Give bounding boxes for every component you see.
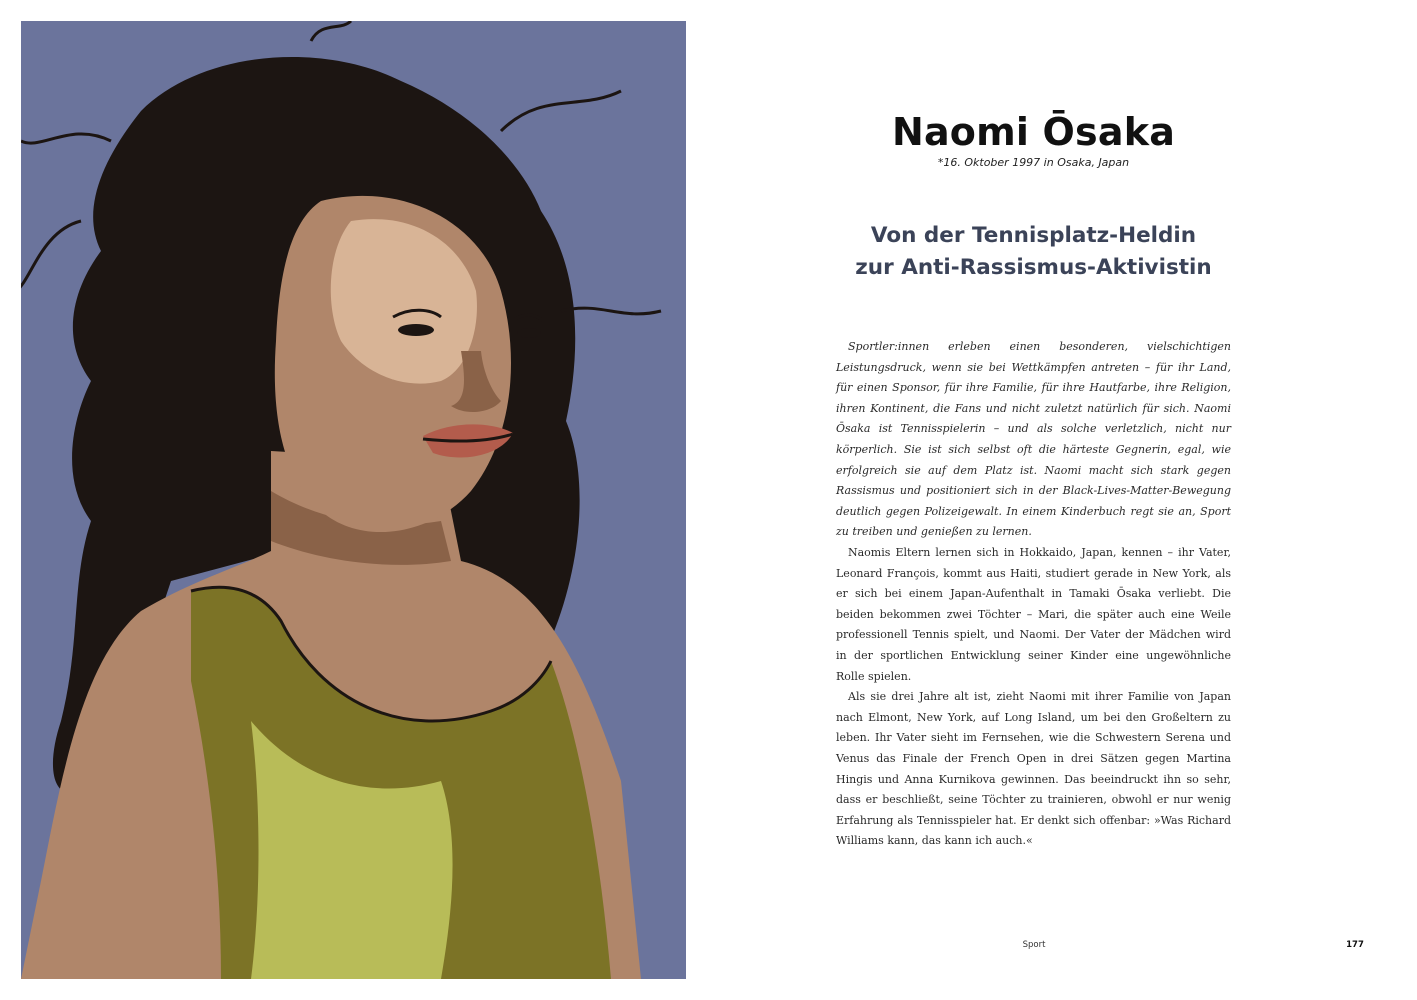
subtitle-line-2: zur Anti-Rassismus-Aktivistin (855, 255, 1212, 280)
body-paragraph: Als sie drei Jahre alt ist, zieht Naomi mit ihrer Familie von Japan nach Elmont, New York, auf Long Island, um bei den Großeltern zu leben. Ihr Vater sieht im Fernsehen, wie die Schwestern Serena und Venus das Finale der French Open in drei Sätzen gegen Martina Hingis und Anna Kurnikova gewinnen. Das beeindruckt ihn so sehr, dass er beschließt, seine Töchter zu trainieren, obwohl er nur wenig Erfahrung als Tennisspieler hat. Er denkt sich offenbar: »Was Richard Williams kann, das kann ich auch.« (836, 690, 1231, 848)
portrait-drawing (21, 21, 686, 979)
portrait-illustration (21, 21, 686, 979)
subtitle-line-1: Von der Tennisplatz-Heldin (870, 223, 1197, 248)
footer-section-label: Sport (1022, 940, 1046, 950)
birth-info: *16. Oktober 1997 in Osaka, Japan (937, 156, 1130, 169)
page-number: 177 (1346, 940, 1364, 950)
intro-paragraph: Sportler:innen erleben einen besonderen, vielschichtigen Leistungsdruck, wenn sie bei Wettkämpfen antreten – für ihr Land, für einen Sponsor, für ihre Familie, für ihre Hautfarbe, ihre Religion, ihren Kontinent, die Fans und nicht zuletzt natürlich für sich. Naomi Ōsaka ist Tennisspielerin – und als solche verletzlich, nicht nur körperlich. Sie ist sich selbst oft die härteste Gegnerin, egal, wie erfolgreich sie auf dem Platz ist. Naomi macht sich stark gegen Rassismus und positioniert sich in der Black-Lives-Matter-Bewegung deutlich gegen Polizeigewalt. In einem Kinderbuch regt sie an, Sport zu treiben und genießen zu lernen. (836, 340, 1231, 539)
body-paragraph: Naomis Eltern lernen sich in Hokkaido, Japan, kennen – ihr Vater, Leonard François, kommt aus Haiti, studiert gerade in New York, als er sich bei einem Japan-Aufenthalt in Tamaki Ōsaka verliebt. Die beiden bekommen zwei Töchter – Mari, die später auch eine Weile professionell Tennis spielt, und Naomi. Der Vater der Mädchen wird in der sportlichen Entwicklung seiner Kinder eine ungewöhnliche Rolle spielen. (836, 546, 1231, 683)
article (836, 0, 1231, 1000)
body-text (836, 543, 1231, 852)
article-subtitle (776, 220, 1291, 284)
article-title: Naomi Ōsaka (891, 110, 1176, 154)
